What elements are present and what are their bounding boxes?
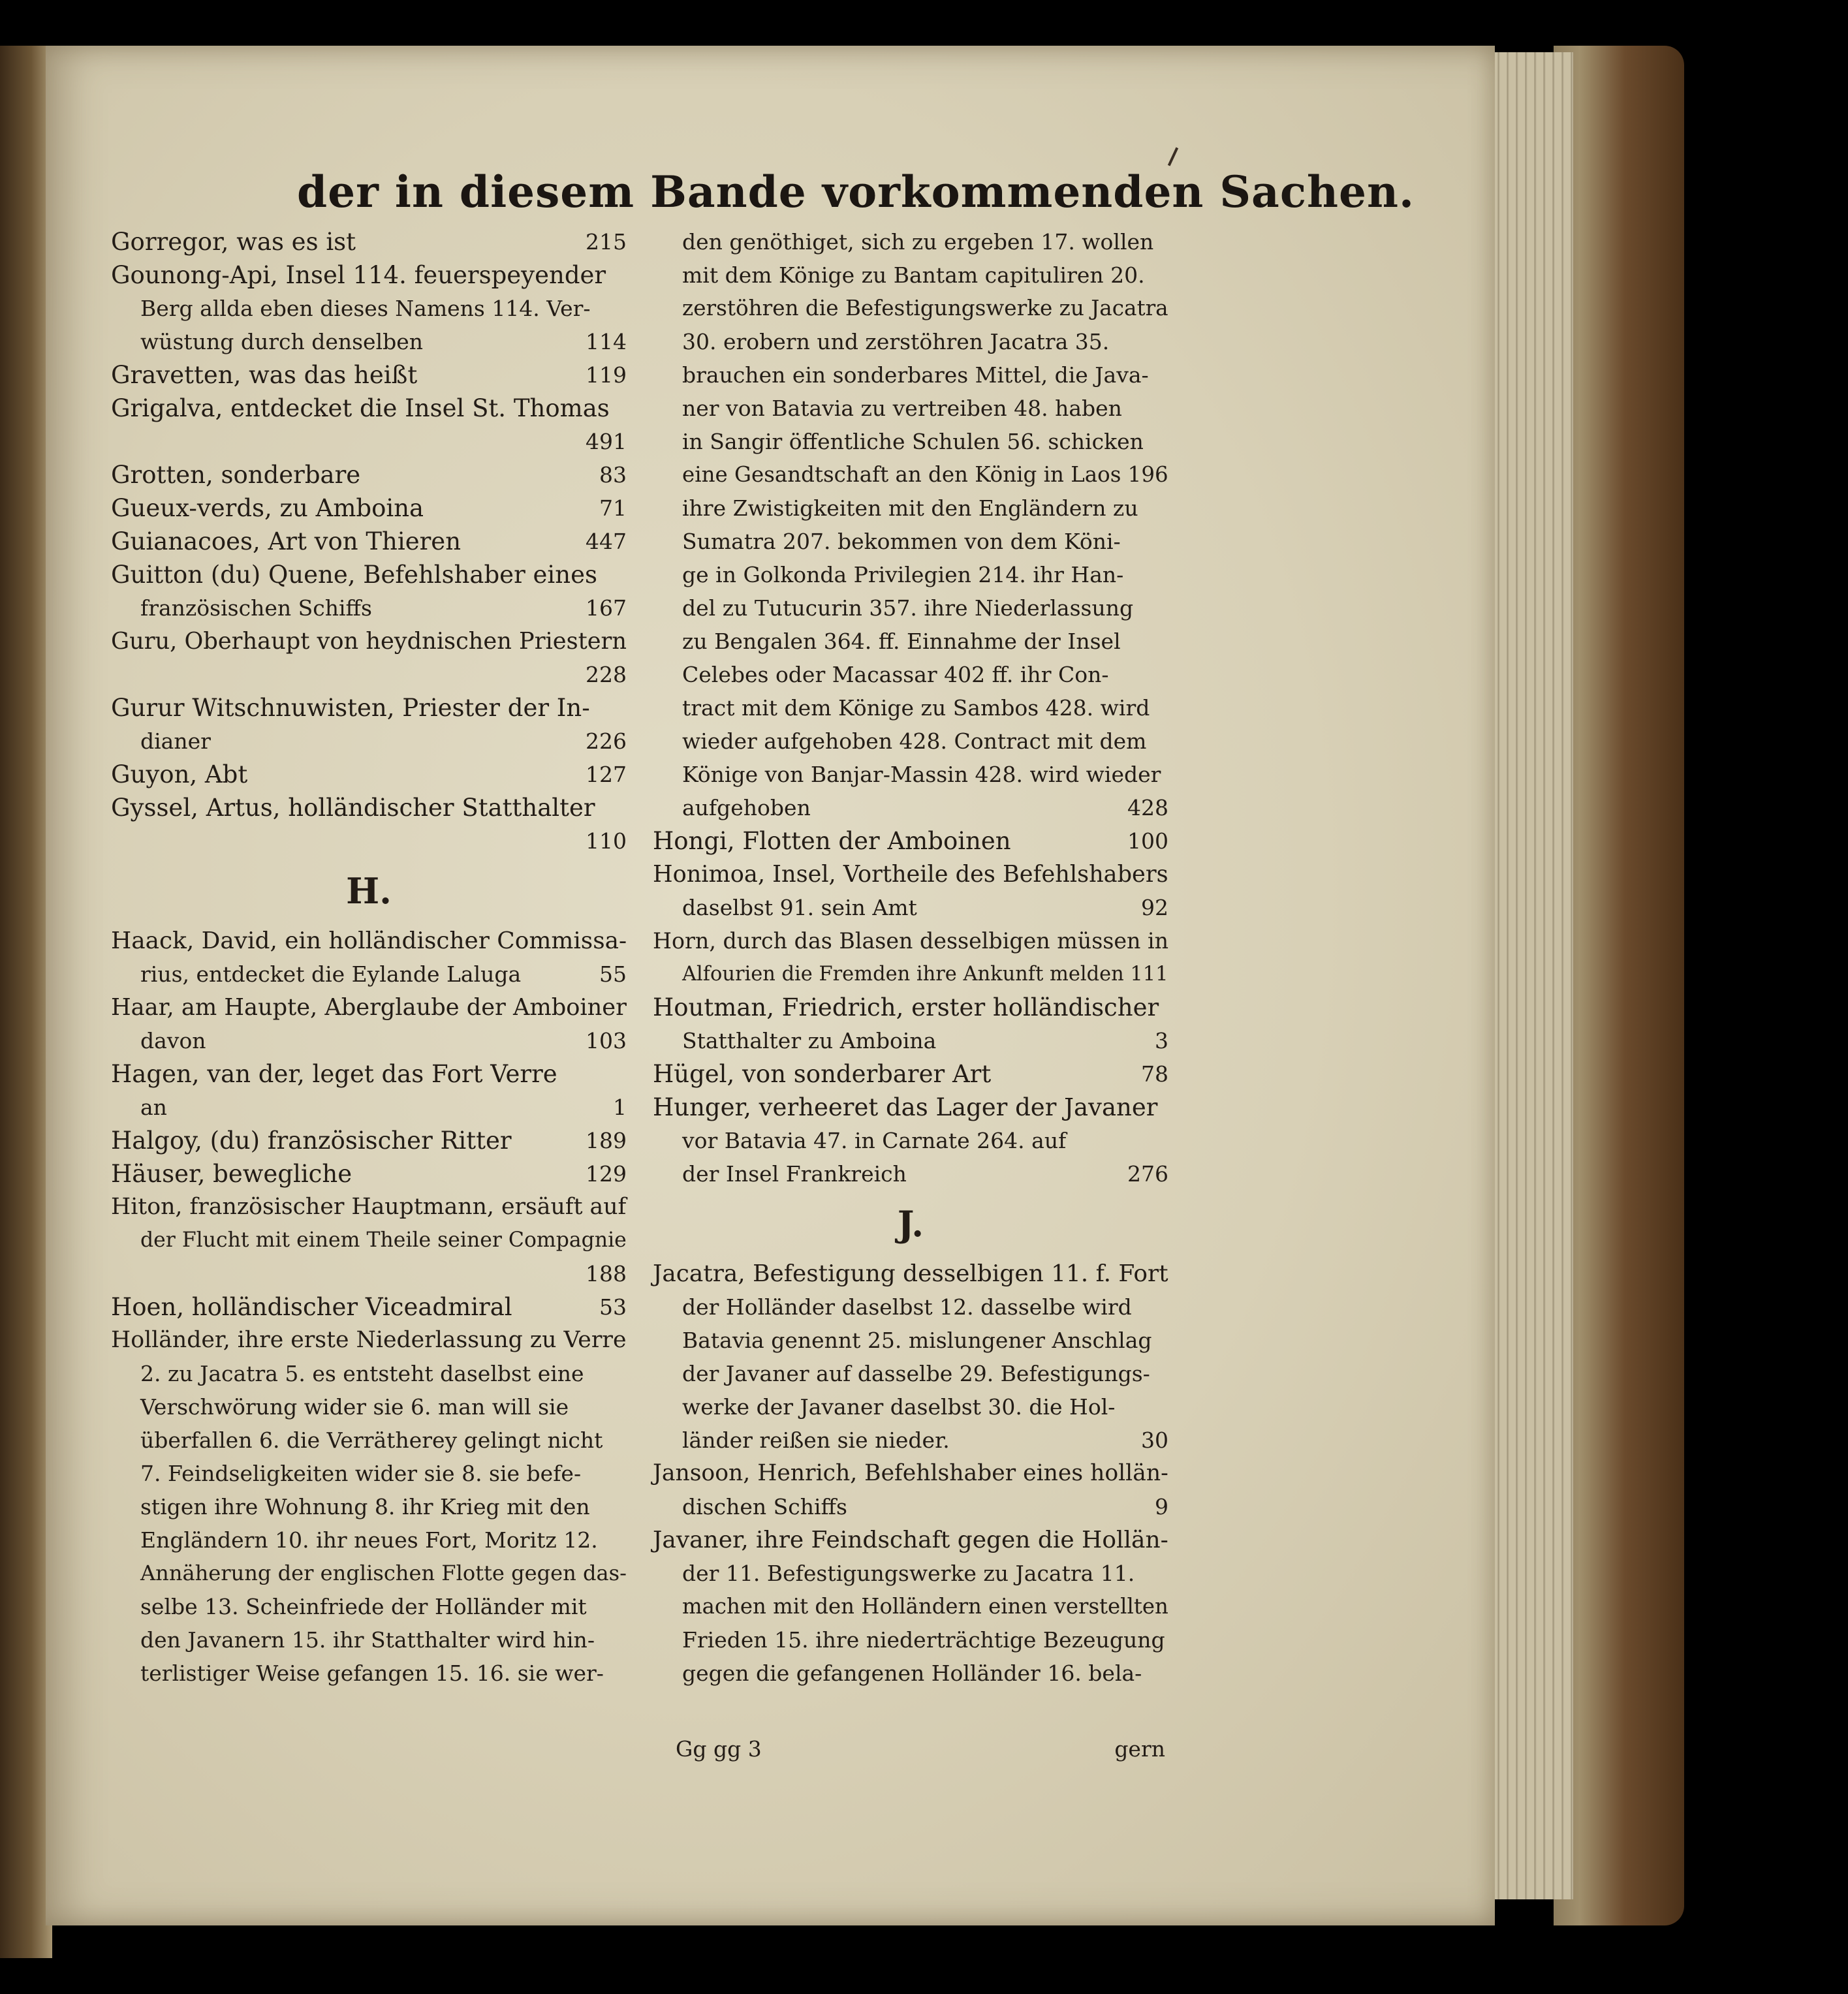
index-entry-continuation	[653, 1623, 1168, 1657]
entry-text: ihre Zwistigkeiten mit den Engländern zu	[682, 495, 1138, 521]
index-entry	[111, 558, 627, 591]
entry-text: der Flucht mit einem Theile seiner Compagnie	[140, 1228, 627, 1252]
page-edges	[1482, 52, 1573, 1899]
index-entry-continuation	[111, 1357, 627, 1390]
entry-text: Halgoy, (du) französischer Ritter	[111, 1127, 512, 1155]
index-entry	[111, 1157, 627, 1191]
index-column-left	[111, 225, 627, 1690]
page-number: 103	[586, 1028, 627, 1053]
entry-text: Frieden 15. ihre niederträchtige Bezeugung	[682, 1627, 1165, 1653]
catchword: gern	[1114, 1736, 1165, 1762]
entry-text: Hiton, französischer Hauptmann, ersäuft auf	[111, 1194, 627, 1220]
index-entry-continuation	[653, 325, 1168, 358]
entry-text: vor Batavia 47. in Carnate 264. auf	[682, 1128, 1067, 1153]
index-entry-continuation	[653, 425, 1168, 458]
entry-text: Gurur Witschnuwisten, Priester der In-	[111, 694, 590, 722]
index-entry-continuation	[653, 292, 1168, 325]
index-entry	[111, 758, 627, 791]
index-entry-continuation	[653, 258, 1168, 292]
index-entry	[111, 258, 627, 292]
entry-text: wüstung durch denselben	[140, 329, 424, 354]
entry-text: zerstöhren die Befestigungswerke zu Jacatra	[682, 296, 1168, 320]
entry-text: ge in Golkonda Privilegien 214. ihr Han-	[682, 562, 1124, 587]
index-entry	[111, 358, 627, 392]
page-number: 276	[1127, 1161, 1168, 1187]
entry-text: Jacatra, Befestigung desselbigen 11. f. Fort	[653, 1260, 1168, 1287]
index-entry-continuation	[653, 1290, 1168, 1324]
index-entry-continuation	[111, 658, 627, 691]
entry-text: Engländern 10. ihr neues Fort, Moritz 12.	[140, 1527, 598, 1553]
entry-text: der Javaner auf dasselbe 29. Befestigungs-	[682, 1361, 1150, 1386]
entry-text: zu Bengalen 364. ff. Einnahme der Insel	[682, 629, 1121, 654]
entry-text: terlistiger Weise gefangen 15. 16. sie wer-	[140, 1660, 604, 1686]
index-entry-continuation	[653, 724, 1168, 758]
entry-text: Gueux-verds, zu Amboina	[111, 494, 424, 522]
entry-text: Hunger, verheeret das Lager der Javaner	[653, 1093, 1158, 1121]
index-entry-continuation	[653, 1424, 1168, 1457]
entry-text: aufgehoben	[682, 795, 811, 820]
entry-text: Gyssel, Artus, holländischer Statthalter	[111, 794, 595, 822]
entry-text: mit dem Könige zu Bantam capituliren 20.	[682, 262, 1145, 288]
page-footer	[676, 1736, 1165, 1769]
page-number: 189	[586, 1128, 627, 1153]
entry-text: Haar, am Haupte, Aberglaube der Amboiner	[111, 994, 627, 1021]
index-entry-continuation	[653, 1157, 1168, 1191]
page-number: 127	[586, 762, 627, 787]
entry-text: Könige von Banjar-Massin 428. wird wieder	[682, 762, 1161, 787]
page-number: 226	[586, 728, 627, 754]
signature-mark: Gg gg 3	[676, 1736, 762, 1762]
page-number: 188	[586, 1261, 627, 1286]
index-entry	[653, 924, 1168, 958]
entry-text: brauchen ein sonderbares Mittel, die Java-	[682, 362, 1149, 388]
index-entry-continuation	[653, 758, 1168, 791]
index-entry-continuation	[111, 1257, 627, 1290]
index-entry	[653, 1523, 1168, 1557]
section-letter: H.	[346, 870, 392, 912]
entry-text: Javaner, ihre Feindschaft gegen die Hollän-	[653, 1527, 1168, 1553]
index-entry-continuation	[653, 1657, 1168, 1690]
entry-text: Grotten, sonderbare	[111, 461, 361, 489]
entry-text: dianer	[140, 728, 211, 754]
entry-text: Batavia genennt 25. mislungener Anschlag	[682, 1328, 1152, 1353]
index-entry-continuation	[111, 425, 627, 458]
entry-text: 30. erobern und zerstöhren Jacatra 35.	[682, 329, 1110, 354]
index-entry	[111, 1057, 627, 1091]
entry-text: länder reißen sie nieder.	[682, 1427, 950, 1453]
page-number: 447	[586, 529, 627, 554]
entry-text: der Holländer daselbst 12. dasselbe wird	[682, 1294, 1132, 1320]
entry-text: Grigalva, entdecket die Insel St. Thomas	[111, 394, 610, 422]
entry-text: ner von Batavia zu vertreiben 48. haben	[682, 396, 1122, 421]
entry-text: Hoen, holländischer Viceadmiral	[111, 1293, 512, 1321]
entry-text: rius, entdecket die Eylande Laluga	[140, 961, 522, 987]
entry-text: 2. zu Jacatra 5. es entsteht daselbst eine	[140, 1361, 584, 1386]
entry-text: der 11. Befestigungswerke zu Jacatra 11.	[682, 1561, 1135, 1586]
page-number: 100	[1127, 828, 1168, 854]
entry-text: der Insel Frankreich	[682, 1161, 907, 1187]
index-entry-continuation	[111, 1224, 627, 1257]
page-header: der in diesem Bande vorkommenden Sachen.	[297, 166, 1415, 217]
entry-text: davon	[140, 1028, 206, 1053]
index-entry	[111, 1324, 627, 1357]
page-number: 30	[1141, 1427, 1168, 1453]
index-entry-continuation	[653, 491, 1168, 525]
index-entry-continuation	[111, 1424, 627, 1457]
index-entry-continuation	[111, 1657, 627, 1690]
index-entry-continuation	[111, 325, 627, 358]
entry-text: del zu Tutucurin 357. ihre Niederlassung	[682, 595, 1134, 621]
section-letter: J.	[897, 1203, 924, 1245]
index-entry	[111, 791, 627, 824]
page-number: 114	[586, 329, 627, 354]
index-entry-continuation	[111, 958, 627, 991]
index-entry-continuation	[653, 1357, 1168, 1390]
entry-text: Jansoon, Henrich, Befehlshaber eines hollän-	[653, 1460, 1168, 1486]
page-number: 83	[599, 462, 627, 488]
index-entry-continuation	[653, 1124, 1168, 1157]
entry-text: Guru, Oberhaupt von heydnischen Priestern	[111, 628, 627, 655]
page-number: 167	[586, 595, 627, 621]
page-number: 3	[1155, 1028, 1168, 1053]
entry-text: Guitton (du) Quene, Befehlshaber eines	[111, 561, 597, 589]
index-entry-continuation	[111, 824, 627, 858]
book-binding-left	[0, 46, 52, 1958]
index-entry-continuation	[111, 1390, 627, 1424]
entry-text: französischen Schiffs	[140, 595, 372, 621]
index-entry-continuation	[653, 1490, 1168, 1523]
entry-text: Alfourien die Fremden ihre Ankunft melden 111	[682, 963, 1168, 986]
entry-text: den genöthiget, sich zu ergeben 17. wollen	[682, 229, 1154, 255]
index-entry-continuation	[653, 525, 1168, 558]
entry-text: Häuser, bewegliche	[111, 1160, 352, 1188]
index-entry	[111, 1290, 627, 1324]
index-entry-continuation	[653, 958, 1168, 991]
entry-text: gegen die gefangenen Holländer 16. bela-	[682, 1660, 1142, 1686]
index-entry	[111, 458, 627, 491]
index-entry-continuation	[111, 1523, 627, 1557]
page-number: 228	[586, 662, 627, 687]
page-number: 55	[599, 961, 627, 987]
index-entry-continuation	[653, 1024, 1168, 1057]
entry-text: Gravetten, was das heißt	[111, 361, 418, 389]
entry-text: Gounong-Api, Insel 114. feuerspeyender	[111, 261, 606, 289]
index-entry	[111, 691, 627, 724]
index-entry-continuation	[111, 591, 627, 625]
index-entry-continuation	[111, 1024, 627, 1057]
page-number: 129	[586, 1161, 627, 1187]
entry-text: Guyon, Abt	[111, 760, 248, 788]
entry-text: Verschwörung wider sie 6. man will sie	[140, 1394, 569, 1420]
entry-text: daselbst 91. sein Amt	[682, 895, 917, 920]
index-entry	[111, 991, 627, 1024]
index-entry-continuation	[653, 558, 1168, 591]
index-entry-continuation	[111, 1091, 627, 1124]
index-entry-continuation	[111, 1457, 627, 1490]
book-cover-right	[1554, 46, 1684, 1925]
entry-text: Annäherung der englischen Flotte gegen das-	[140, 1561, 627, 1585]
index-entry	[111, 1191, 627, 1224]
page-number: 71	[599, 495, 627, 521]
index-entry-continuation	[653, 658, 1168, 691]
index-entry-continuation	[111, 1490, 627, 1523]
index-entry-continuation	[653, 1557, 1168, 1590]
entry-text: wieder aufgehoben 428. Contract mit dem	[682, 728, 1147, 754]
entry-text: 7. Feindseligkeiten wider sie 8. sie befe-	[140, 1461, 582, 1486]
index-entry-continuation	[653, 691, 1168, 724]
index-entry-continuation	[653, 891, 1168, 924]
entry-text: den Javanern 15. ihr Statthalter wird hin-	[140, 1627, 595, 1653]
index-entry	[653, 1457, 1168, 1490]
page-number: 110	[586, 828, 627, 854]
entry-text: Hongi, Flotten der Amboinen	[653, 827, 1011, 855]
index-entry-continuation	[653, 458, 1168, 491]
entry-text: Houtman, Friedrich, erster holländischer	[653, 993, 1159, 1021]
page-number: 491	[586, 429, 627, 454]
index-entry-continuation	[111, 292, 627, 325]
index-entry-continuation	[111, 1557, 627, 1590]
page-number: 92	[1141, 895, 1168, 920]
entry-text: Hagen, van der, leget das Fort Verre	[111, 1060, 557, 1088]
entry-text: Honimoa, Insel, Vortheile des Befehlshabers	[653, 861, 1168, 888]
index-entry	[653, 1091, 1168, 1124]
entry-text: Horn, durch das Blasen desselbigen müssen in	[653, 928, 1169, 954]
page-number: 428	[1127, 795, 1168, 820]
entry-text: Statthalter zu Amboina	[682, 1028, 937, 1053]
index-entry	[111, 491, 627, 525]
page-number: 9	[1155, 1494, 1168, 1519]
entry-text: tract mit dem Könige zu Sambos 428. wird	[682, 695, 1150, 721]
index-entry	[653, 1057, 1168, 1091]
page-number: 53	[599, 1294, 627, 1320]
index-column-right	[653, 225, 1168, 1690]
index-entry-continuation	[653, 392, 1168, 425]
entry-text: Guianacoes, Art von Thieren	[111, 527, 462, 555]
index-entry	[111, 924, 627, 958]
entry-text: Sumatra 207. bekommen von dem Köni-	[682, 529, 1121, 554]
entry-text: in Sangir öffentliche Schulen 56. schicken	[682, 429, 1144, 454]
index-entry-continuation	[653, 358, 1168, 392]
index-entry	[653, 858, 1168, 891]
entry-text: Haack, David, ein holländischer Commissa-	[111, 927, 627, 954]
entry-text: Hügel, von sonderbarer Art	[653, 1060, 992, 1088]
index-entry	[111, 525, 627, 558]
index-entry-continuation	[653, 1324, 1168, 1357]
index-entry	[653, 1257, 1168, 1290]
index-entry-continuation	[653, 791, 1168, 824]
entry-text: stigen ihre Wohnung 8. ihr Krieg mit den	[140, 1494, 590, 1519]
page-number: 78	[1141, 1061, 1168, 1087]
index-entry	[653, 824, 1168, 858]
entry-text: selbe 13. Scheinfriede der Holländer mit	[140, 1594, 587, 1619]
entry-text: dischen Schiffs	[682, 1494, 847, 1519]
index-entry	[111, 625, 627, 658]
index-entry	[111, 225, 627, 258]
page-number: 1	[613, 1095, 627, 1120]
index-entry-continuation	[111, 1590, 627, 1623]
index-entry	[653, 991, 1168, 1024]
entry-text: überfallen 6. die Verrätherey gelingt nicht	[140, 1427, 603, 1453]
index-entry	[111, 1124, 627, 1157]
page-number: 215	[586, 229, 627, 255]
index-entry-continuation	[111, 1623, 627, 1657]
entry-text: an	[140, 1095, 167, 1120]
index-entry	[111, 392, 627, 425]
index-entry-continuation	[653, 225, 1168, 258]
index-entry-continuation	[653, 1590, 1168, 1623]
page-number: 119	[586, 362, 627, 388]
index-entry-continuation	[653, 625, 1168, 658]
entry-text: eine Gesandtschaft an den König in Laos 196	[682, 462, 1168, 487]
index-entry-continuation	[111, 724, 627, 758]
entry-text: werke der Javaner daselbst 30. die Hol-	[682, 1394, 1116, 1420]
index-entry-continuation	[653, 1390, 1168, 1424]
entry-text: Holländer, ihre erste Niederlassung zu Verre	[111, 1327, 627, 1353]
index-entry-continuation	[653, 591, 1168, 625]
entry-text: Gorregor, was es ist	[111, 228, 356, 256]
entry-text: Celebes oder Macassar 402 ff. ihr Con-	[682, 662, 1109, 687]
entry-text: machen mit den Holländern einen verstellten	[682, 1594, 1168, 1619]
entry-text: Berg allda eben dieses Namens 114. Ver-	[140, 296, 591, 321]
